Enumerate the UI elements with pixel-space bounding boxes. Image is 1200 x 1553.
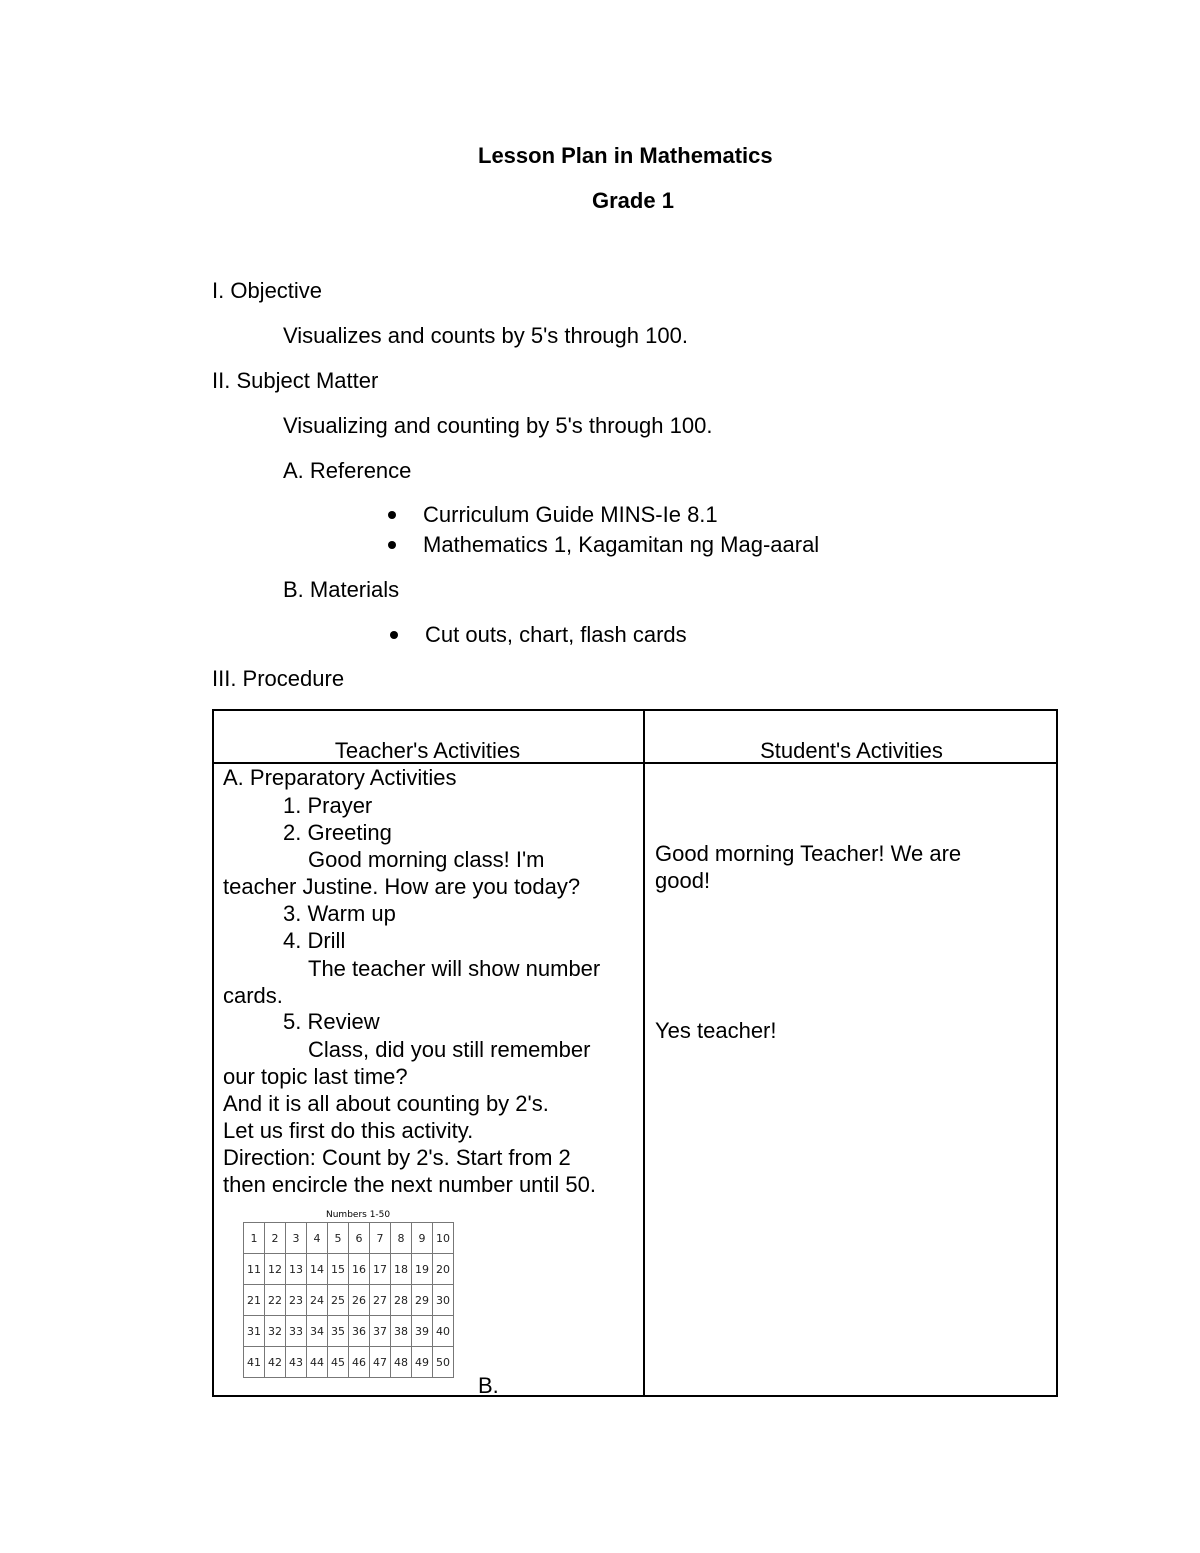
number-grid-row [244,1347,454,1378]
materials-heading: B. Materials [283,577,400,602]
number-grid-row [244,1223,454,1254]
number-grid-cell: 44 [307,1347,328,1378]
activity-direction: Direction: Count by 2's. Start from 2 [223,1145,571,1170]
next-section-label: B. [478,1373,499,1398]
review-text: our topic last time? [223,1064,408,1089]
number-grid-cell: 11 [244,1254,265,1285]
review-text: Class, did you still remember [308,1037,591,1062]
number-grid-cell: 4 [307,1223,328,1254]
teacher-column-header: Teacher's Activities [334,738,521,763]
number-grid-cell: 9 [412,1223,433,1254]
number-grid-cell: 13 [286,1254,307,1285]
document-title: Lesson Plan in Mathematics [478,143,773,168]
number-grid-cell: 7 [370,1223,391,1254]
number-grid-cell: 18 [391,1254,412,1285]
number-grid-cell: 35 [328,1316,349,1347]
number-grid-cell: 10 [433,1223,454,1254]
grade-label: Grade 1 [592,188,674,213]
objective-text: Visualizes and counts by 5's through 100. [283,323,688,348]
bullet-icon [390,631,398,639]
student-reply: good! [655,868,711,893]
number-grid-cell: 8 [391,1223,412,1254]
number-grid-cell: 39 [412,1316,433,1347]
procedure-heading: III. Procedure [212,666,345,691]
student-reply: Good morning Teacher! We are [655,841,962,866]
number-grid-cell: 26 [349,1285,370,1316]
number-grid-row [244,1254,454,1285]
number-grid-cell: 47 [370,1347,391,1378]
number-grid-title: Numbers 1-50 [326,1210,391,1220]
objective-heading: I. Objective [212,278,323,303]
number-grid-cell: 19 [412,1254,433,1285]
prep-activities-heading: A. Preparatory Activities [223,765,457,790]
number-grid-cell: 3 [286,1223,307,1254]
number-grid-cell: 50 [433,1347,454,1378]
number-grid-cell: 30 [433,1285,454,1316]
reference-item: Mathematics 1, Kagamitan ng Mag-aaral [423,532,820,557]
number-grid-cell: 34 [307,1316,328,1347]
number-grid-cell: 17 [370,1254,391,1285]
bullet-icon [388,511,396,519]
number-grid-cell: 49 [412,1347,433,1378]
number-grid-cell: 20 [433,1254,454,1285]
number-grid-cell: 24 [307,1285,328,1316]
number-grid-cell: 33 [286,1316,307,1347]
number-grid-cell: 27 [370,1285,391,1316]
number-grid-row [244,1316,454,1347]
number-grid-cell: 48 [391,1347,412,1378]
number-grid-cell: 37 [370,1316,391,1347]
activity-direction: then encircle the next number until 50. [223,1172,597,1197]
number-grid-cell: 32 [265,1316,286,1347]
greeting-text: teacher Justine. How are you today? [223,874,581,899]
number-grid-cell: 40 [433,1316,454,1347]
materials-item: Cut outs, chart, flash cards [425,622,687,647]
number-grid-cell: 31 [244,1316,265,1347]
reference-item: Curriculum Guide MINS-Ie 8.1 [423,502,718,527]
warmup-item: 3. Warm up [283,901,396,926]
number-grid-cell: 46 [349,1347,370,1378]
number-grid-cell: 21 [244,1285,265,1316]
number-grid-cell: 28 [391,1285,412,1316]
student-column-header: Student's Activities [760,738,943,763]
number-grid-cell: 42 [265,1347,286,1378]
number-grid-cell: 25 [328,1285,349,1316]
review-item: 5. Review [283,1009,380,1034]
number-grid-cell: 23 [286,1285,307,1316]
number-grid-cell: 43 [286,1347,307,1378]
student-reply: Yes teacher! [655,1018,777,1043]
number-grid-cell: 22 [265,1285,286,1316]
bullet-icon [388,541,396,549]
reference-heading: A. Reference [283,458,412,483]
number-grid-row [244,1285,454,1316]
number-grid-cell: 15 [328,1254,349,1285]
greeting-item: 2. Greeting [283,820,392,845]
subject-matter-heading: II. Subject Matter [212,368,379,393]
number-grid-cell: 45 [328,1347,349,1378]
number-grid-cell: 14 [307,1254,328,1285]
number-grid-cell: 41 [244,1347,265,1378]
drill-item: 4. Drill [283,928,346,953]
number-grid-cell: 5 [328,1223,349,1254]
table-column-divider [643,709,645,1397]
number-grid-cell: 16 [349,1254,370,1285]
activity-text: And it is all about counting by 2's. [223,1091,549,1116]
subject-matter-text: Visualizing and counting by 5's through 100. [283,413,713,438]
number-grid-cell: 1 [244,1223,265,1254]
number-grid-cell: 6 [349,1223,370,1254]
number-grid-cell: 2 [265,1223,286,1254]
number-grid-cell: 29 [412,1285,433,1316]
greeting-text: Good morning class! I'm [308,847,545,872]
number-grid-cell: 12 [265,1254,286,1285]
number-grid-cell: 36 [349,1316,370,1347]
drill-text: The teacher will show number [308,956,601,981]
number-grid [243,1222,454,1378]
drill-text: cards. [223,983,283,1008]
prayer-item: 1. Prayer [283,793,373,818]
activity-text: Let us first do this activity. [223,1118,474,1143]
number-grid-cell: 38 [391,1316,412,1347]
